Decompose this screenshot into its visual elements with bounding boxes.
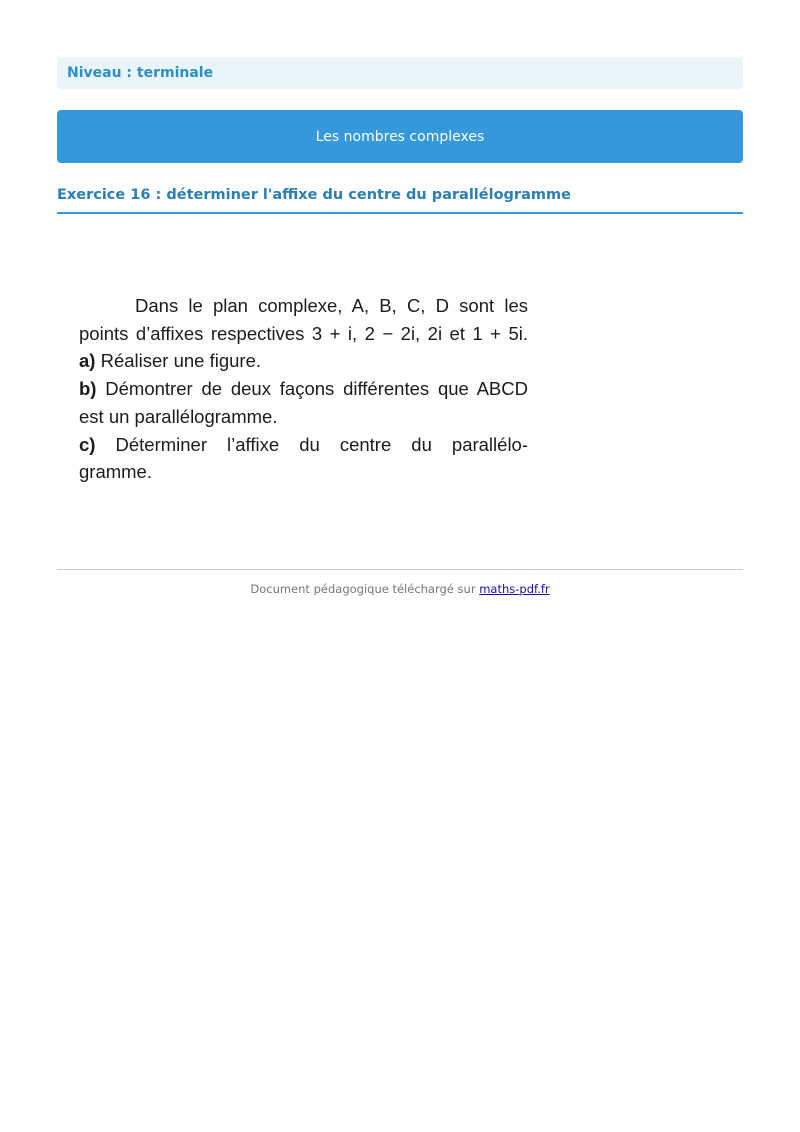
question-c-text-1: Déterminer l’affixe du centre du parallélo- <box>115 433 528 455</box>
level-banner <box>57 57 743 89</box>
statement-intro-line-1: Dans le plan complexe, A, B, C, D sont les <box>135 295 528 316</box>
question-a-label: a) <box>79 350 96 372</box>
chapter-banner <box>57 110 743 163</box>
footer-text: Document pédagogique téléchargé sur <box>250 582 480 596</box>
exercise-title: Exercice 16 : déterminer l'affixe du centre du parallélogramme <box>57 187 571 203</box>
chapter-title: Les nombres complexes <box>315 128 485 145</box>
footer-site-link[interactable]: maths-pdf.fr <box>479 582 550 596</box>
footer <box>57 582 743 596</box>
question-a <box>79 347 528 375</box>
question-c-label: c) <box>79 433 96 455</box>
question-c-text-2: gramme. <box>79 461 152 483</box>
question-b-label: b) <box>79 378 97 400</box>
statement-intro-line-2: points d’affixes respectives 3 + i, 2 − 2i, 2i et 1 + 5i. <box>79 322 528 344</box>
question-b-line-1 <box>79 375 528 403</box>
question-a-text: Réaliser une figure. <box>100 350 262 372</box>
question-b-text-2: est un parallélogramme. <box>79 405 278 427</box>
exercise-title-underline <box>57 212 743 214</box>
exercise-statement <box>79 292 528 486</box>
level-label: Niveau : terminale <box>67 65 214 81</box>
question-b-text-1: Démontrer de deux façons différentes que ABCD <box>105 378 528 400</box>
question-c-line-1 <box>79 431 528 459</box>
footer-divider <box>57 569 743 570</box>
